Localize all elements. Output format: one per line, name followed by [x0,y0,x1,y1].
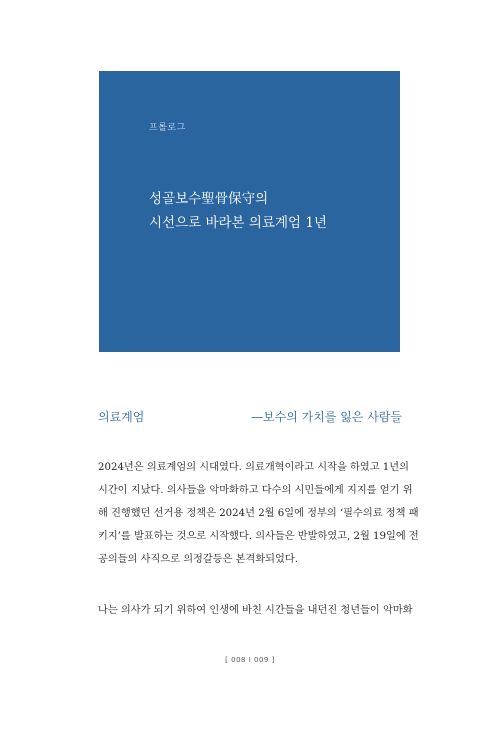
chapter-title-line-2: 시선으로 바라본 의료계엄 1년 [149,215,327,231]
paragraph-line: 키지’를 발표하는 것으로 시작했다. 의사들은 반발하였고, 2월 19일에 전 [98,531,419,542]
section-title: 의료계엄 [98,410,145,424]
body-paragraph-1 [98,456,419,571]
prologue-banner [99,71,400,352]
chapter-title [149,187,389,235]
chapter-title-line-1: 성골보수聖骨保守의 [149,191,269,207]
section-subtitle: —보수의 가치를 잃은 사람들 [251,410,402,424]
body-paragraph-2: 나는 의사가 되기 위하여 인생에 바친 시간들을 내던진 청년들이 악마화 [98,605,413,616]
paragraph-line: 시간이 지났다. 의사들을 악마화하고 다수의 시민들에게 지지를 얻기 위 [98,485,413,496]
paragraph-line: 공의들의 사직으로 의정갈등은 본격화되었다. [98,554,298,565]
paragraph-line: 2024년은 의료계엄의 시대였다. 의료개혁이라고 시작을 하였고 1년의 [98,462,409,473]
paragraph-line: 해 진행했던 선거용 정책은 2024년 2월 6일에 정부의 ‘필수의료 정책 패 [98,508,419,519]
prologue-label: 프롤로그 [149,123,186,133]
page-number: [ 008 I 009 ] [225,656,275,664]
